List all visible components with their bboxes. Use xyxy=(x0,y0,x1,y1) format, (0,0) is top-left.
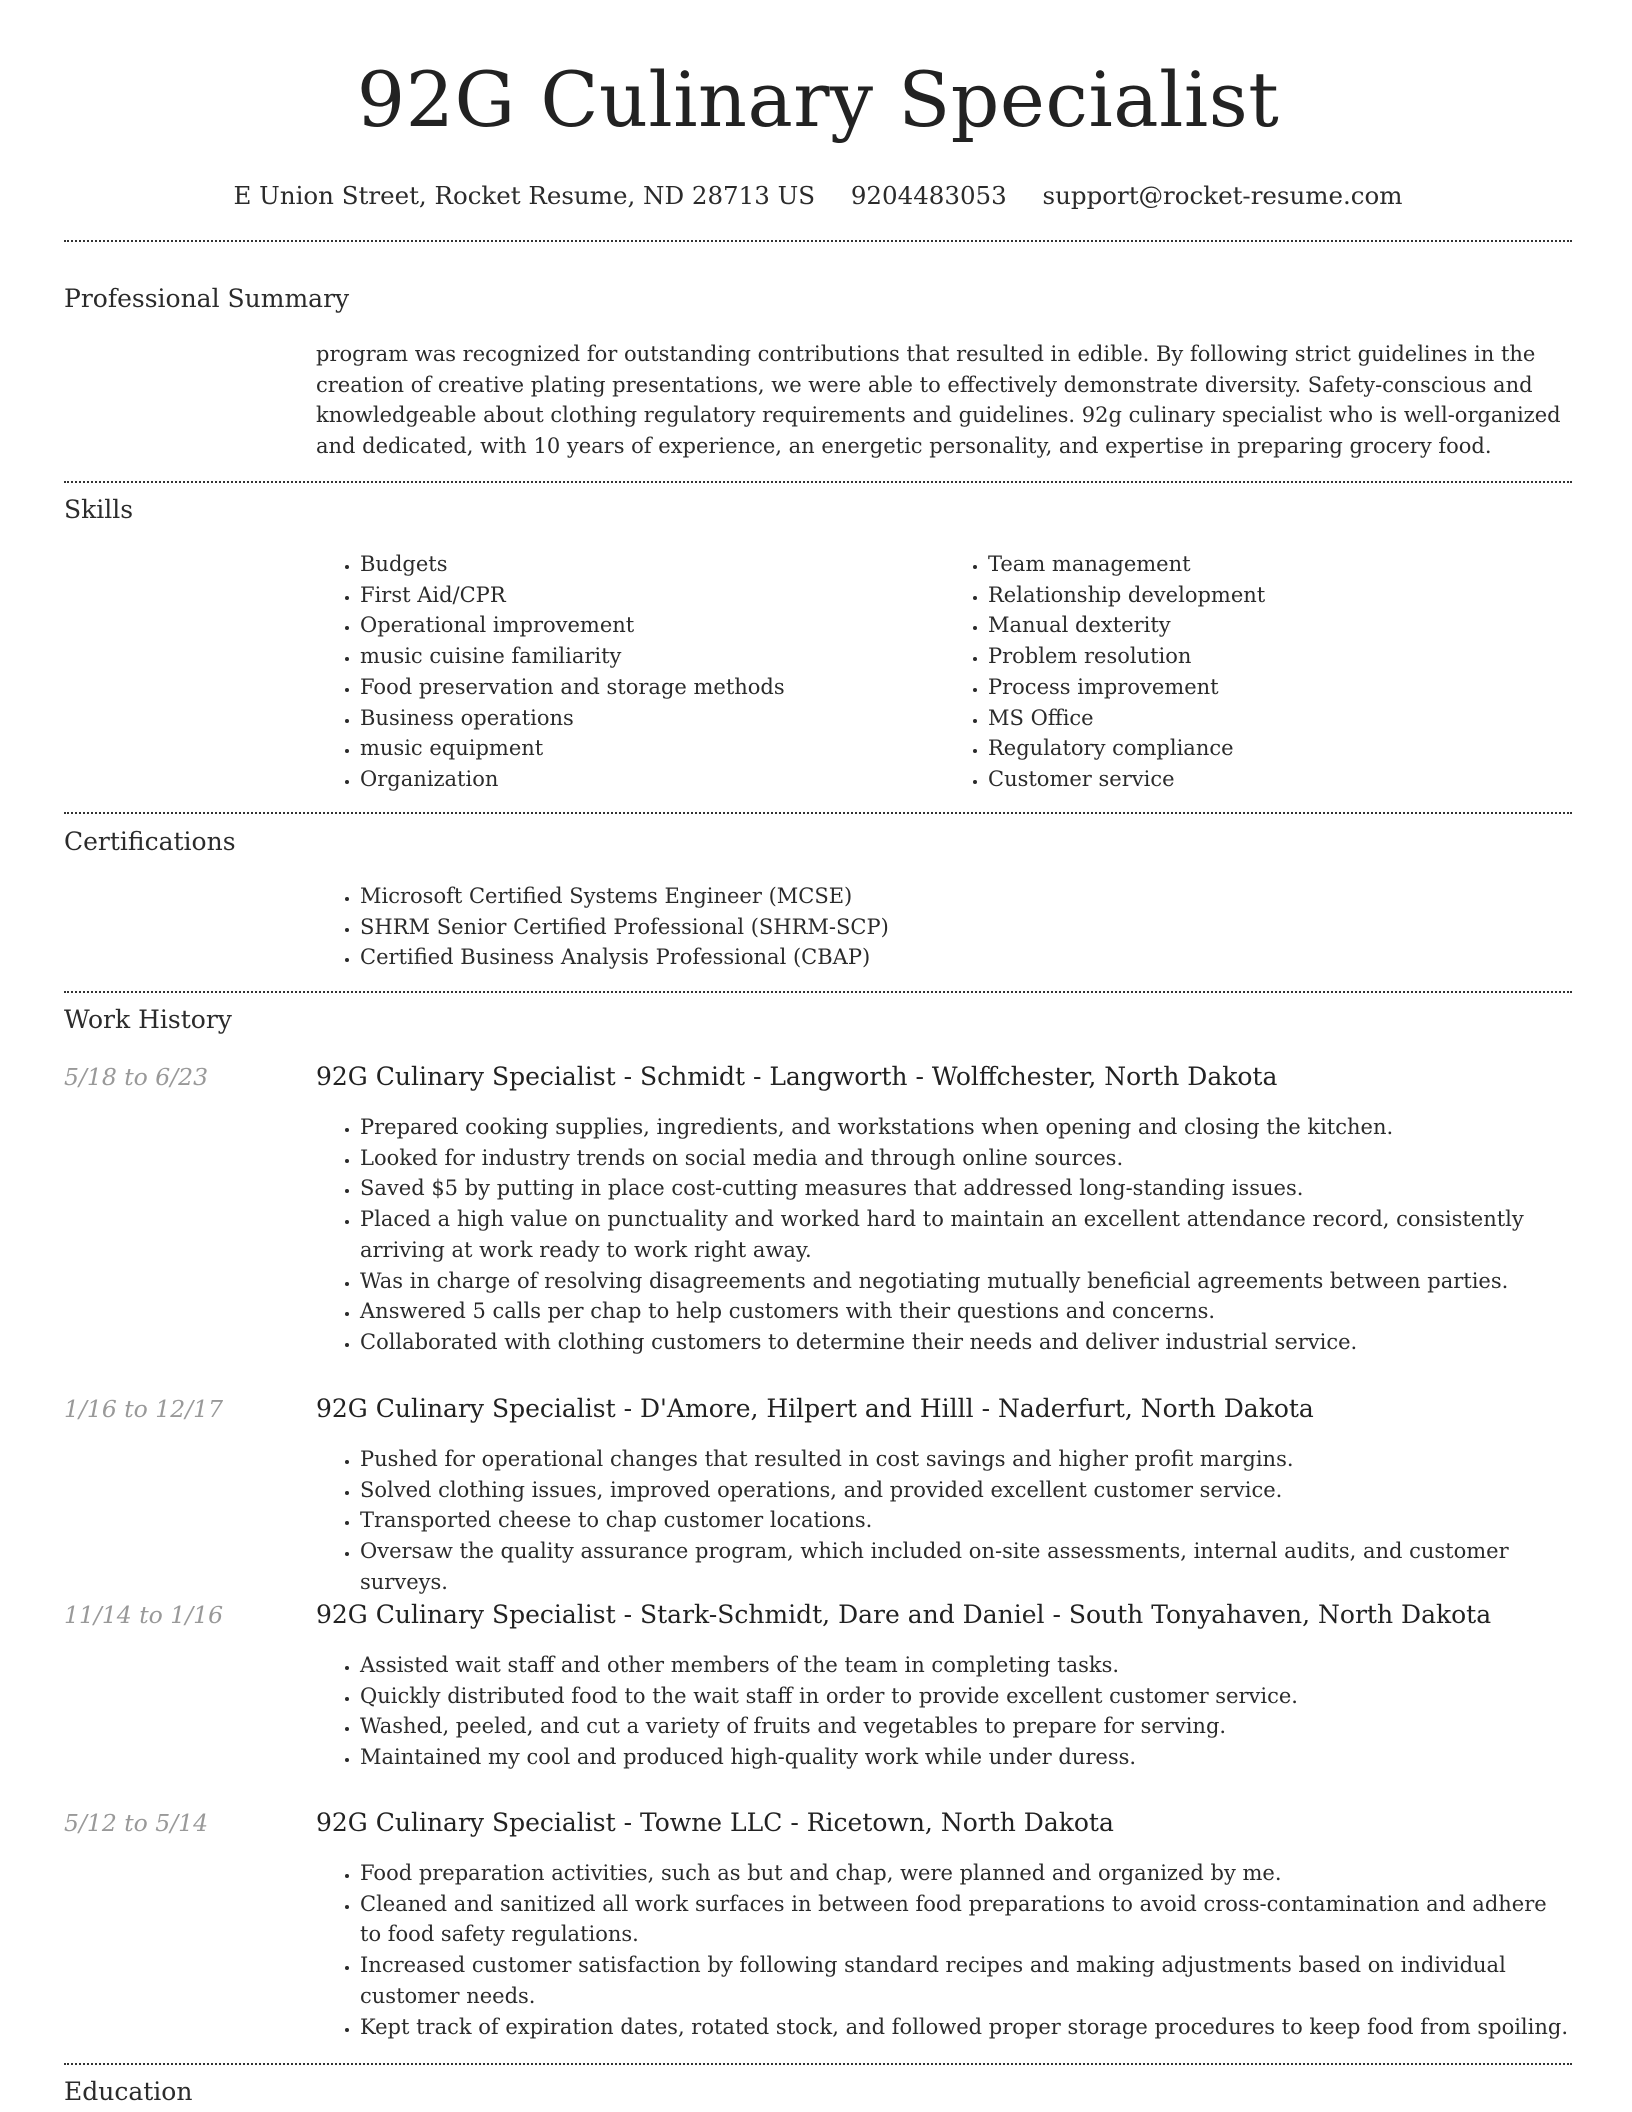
skills-list-left xyxy=(316,549,944,795)
resume-page xyxy=(64,0,1572,2106)
job-bullet: • Assisted wait staff and other members of the team in completing tasks. xyxy=(360,1650,1572,1681)
job-bullet: • Increased customer satisfaction by following standard recipes and making adjustments based on individual customer needs. xyxy=(360,1950,1572,2011)
education-section xyxy=(64,2076,1572,2108)
job-bullet: • Quickly distributed food to the wait staff in order to provide excellent customer service. xyxy=(360,1681,1572,1712)
header-divider xyxy=(64,240,1572,242)
job-bullet: • Cleaned and sanitized all work surfaces in between food preparations to avoid cross-contamination and adhere to food safety regulations. xyxy=(360,1889,1572,1950)
skill-item: • music cuisine familiarity xyxy=(360,641,944,672)
work-history-heading: Work History xyxy=(64,1005,232,1034)
section-divider xyxy=(64,812,1572,814)
job-dates: 5/12 to 5/14 xyxy=(64,1809,209,1837)
skill-item: • Operational improvement xyxy=(360,610,944,641)
certifications-heading: Certifications xyxy=(64,827,236,856)
job-bullets xyxy=(316,1858,1572,2042)
skill-item: • First Aid/CPR xyxy=(360,580,944,611)
summary-heading: Professional Summary xyxy=(64,284,350,313)
summary-text: program was recognized for outstanding contributions that resulted in edible. By following strict guidelines in the creation of creative plating presentations, we were able to effectively demonstrate diversity. Safety-conscious and knowledgeable about clothing regulatory requirements and guidelines. 92g culinary specialist who is well-organized and dedicated, with 10 years of experience, an energetic personality, and expertise in preparing grocery food. xyxy=(316,342,1561,458)
job-bullet: • Prepared cooking supplies, ingredients, and workstations when opening and closing the kitchen. xyxy=(360,1112,1572,1143)
job-dates: 5/18 to 6/23 xyxy=(64,1063,209,1091)
job-bullet: • Was in charge of resolving disagreements and negotiating mutually beneficial agreements between parties. xyxy=(360,1266,1572,1297)
skills-body xyxy=(316,549,1572,795)
job-bullet: • Food preparation activities, such as but and chap, were planned and organized by me. xyxy=(360,1858,1572,1889)
job-bullet: • Washed, peeled, and cut a variety of fruits and vegetables to prepare for serving. xyxy=(360,1711,1572,1742)
section-divider xyxy=(64,2063,1572,2065)
education-heading: Education xyxy=(64,2077,193,2106)
skill-item: • music equipment xyxy=(360,733,944,764)
summary-section xyxy=(64,283,1572,458)
job-bullets xyxy=(316,1444,1572,1598)
skills-section xyxy=(64,494,1572,791)
contact-email: support@rocket-resume.com xyxy=(1042,181,1403,210)
certifications-body xyxy=(316,881,1572,973)
skill-item: • Organization xyxy=(360,764,944,795)
job-bullet: • Collaborated with clothing customers to determine their needs and deliver industrial service. xyxy=(360,1327,1572,1358)
skills-list-right xyxy=(944,549,1572,795)
skill-item: • Relationship development xyxy=(988,580,1572,611)
certification-item: • SHRM Senior Certified Professional (SHRM-SCP) xyxy=(360,912,1572,943)
job-bullet: • Pushed for operational changes that resulted in cost savings and higher profit margins. xyxy=(360,1444,1572,1475)
skill-item: • Customer service xyxy=(988,764,1572,795)
work-history-section xyxy=(64,1004,1572,1036)
job-title: 92G Culinary Specialist - Stark-Schmidt, Dare and Daniel - South Tonyahaven, North Dakota xyxy=(316,1600,1492,1629)
skill-item: • Team management xyxy=(988,549,1572,580)
skills-heading: Skills xyxy=(64,495,134,524)
skill-item: • Food preservation and storage methods xyxy=(360,672,944,703)
skill-item: • Business operations xyxy=(360,703,944,734)
job-title: 92G Culinary Specialist - Towne LLC - Ricetown, North Dakota xyxy=(316,1808,1114,1837)
job-bullet: • Maintained my cool and produced high-quality work while under duress. xyxy=(360,1742,1572,1773)
job-bullet: • Solved clothing issues, improved operations, and provided excellent customer service. xyxy=(360,1475,1572,1506)
job-bullets xyxy=(316,1112,1572,1358)
contact-address: E Union Street, Rocket Resume, ND 28713 US xyxy=(233,181,816,210)
job-bullet: • Saved $5 by putting in place cost-cutting measures that addressed long-standing issues. xyxy=(360,1173,1572,1204)
skill-item: • MS Office xyxy=(988,703,1572,734)
skill-item: • Manual dexterity xyxy=(988,610,1572,641)
skill-item: • Budgets xyxy=(360,549,944,580)
job-dates: 1/16 to 12/17 xyxy=(64,1395,224,1423)
summary-body xyxy=(316,339,1572,461)
job-dates: 11/14 to 1/16 xyxy=(64,1601,224,1629)
job-bullets xyxy=(316,1650,1572,1773)
skill-item: • Problem resolution xyxy=(988,641,1572,672)
skill-item: • Regulatory compliance xyxy=(988,733,1572,764)
certifications-section xyxy=(64,826,1572,970)
job-bullet: • Answered 5 calls per chap to help customers with their questions and concerns. xyxy=(360,1296,1572,1327)
certification-item: • Certified Business Analysis Professional (CBAP) xyxy=(360,942,1572,973)
skill-item: • Process improvement xyxy=(988,672,1572,703)
job-title: 92G Culinary Specialist - Schmidt - Langworth - Wolffchester, North Dakota xyxy=(316,1062,1278,1091)
contact-line xyxy=(64,180,1572,212)
job-bullet: • Looked for industry trends on social media and through online sources. xyxy=(360,1143,1572,1174)
candidate-name: 92G Culinary Specialist xyxy=(356,55,1280,144)
job-title: 92G Culinary Specialist - D'Amore, Hilpert and Hilll - Naderfurt, North Dakota xyxy=(316,1394,1314,1423)
certification-item: • Microsoft Certified Systems Engineer (MCSE) xyxy=(360,881,1572,912)
job-bullet: • Transported cheese to chap customer locations. xyxy=(360,1505,1572,1536)
certifications-list xyxy=(316,881,1572,973)
contact-phone: 9204483053 xyxy=(850,181,1007,210)
job-bullet: • Kept track of expiration dates, rotated stock, and followed proper storage procedures to keep food from spoiling. xyxy=(360,2012,1572,2043)
job-bullet: • Placed a high value on punctuality and worked hard to maintain an excellent attendance record, consistently arriving at work ready to work right away. xyxy=(360,1204,1572,1265)
section-divider xyxy=(64,991,1572,993)
section-divider xyxy=(64,481,1572,483)
job-bullet: • Oversaw the quality assurance program, which included on-site assessments, internal audits, and customer surveys. xyxy=(360,1536,1572,1597)
